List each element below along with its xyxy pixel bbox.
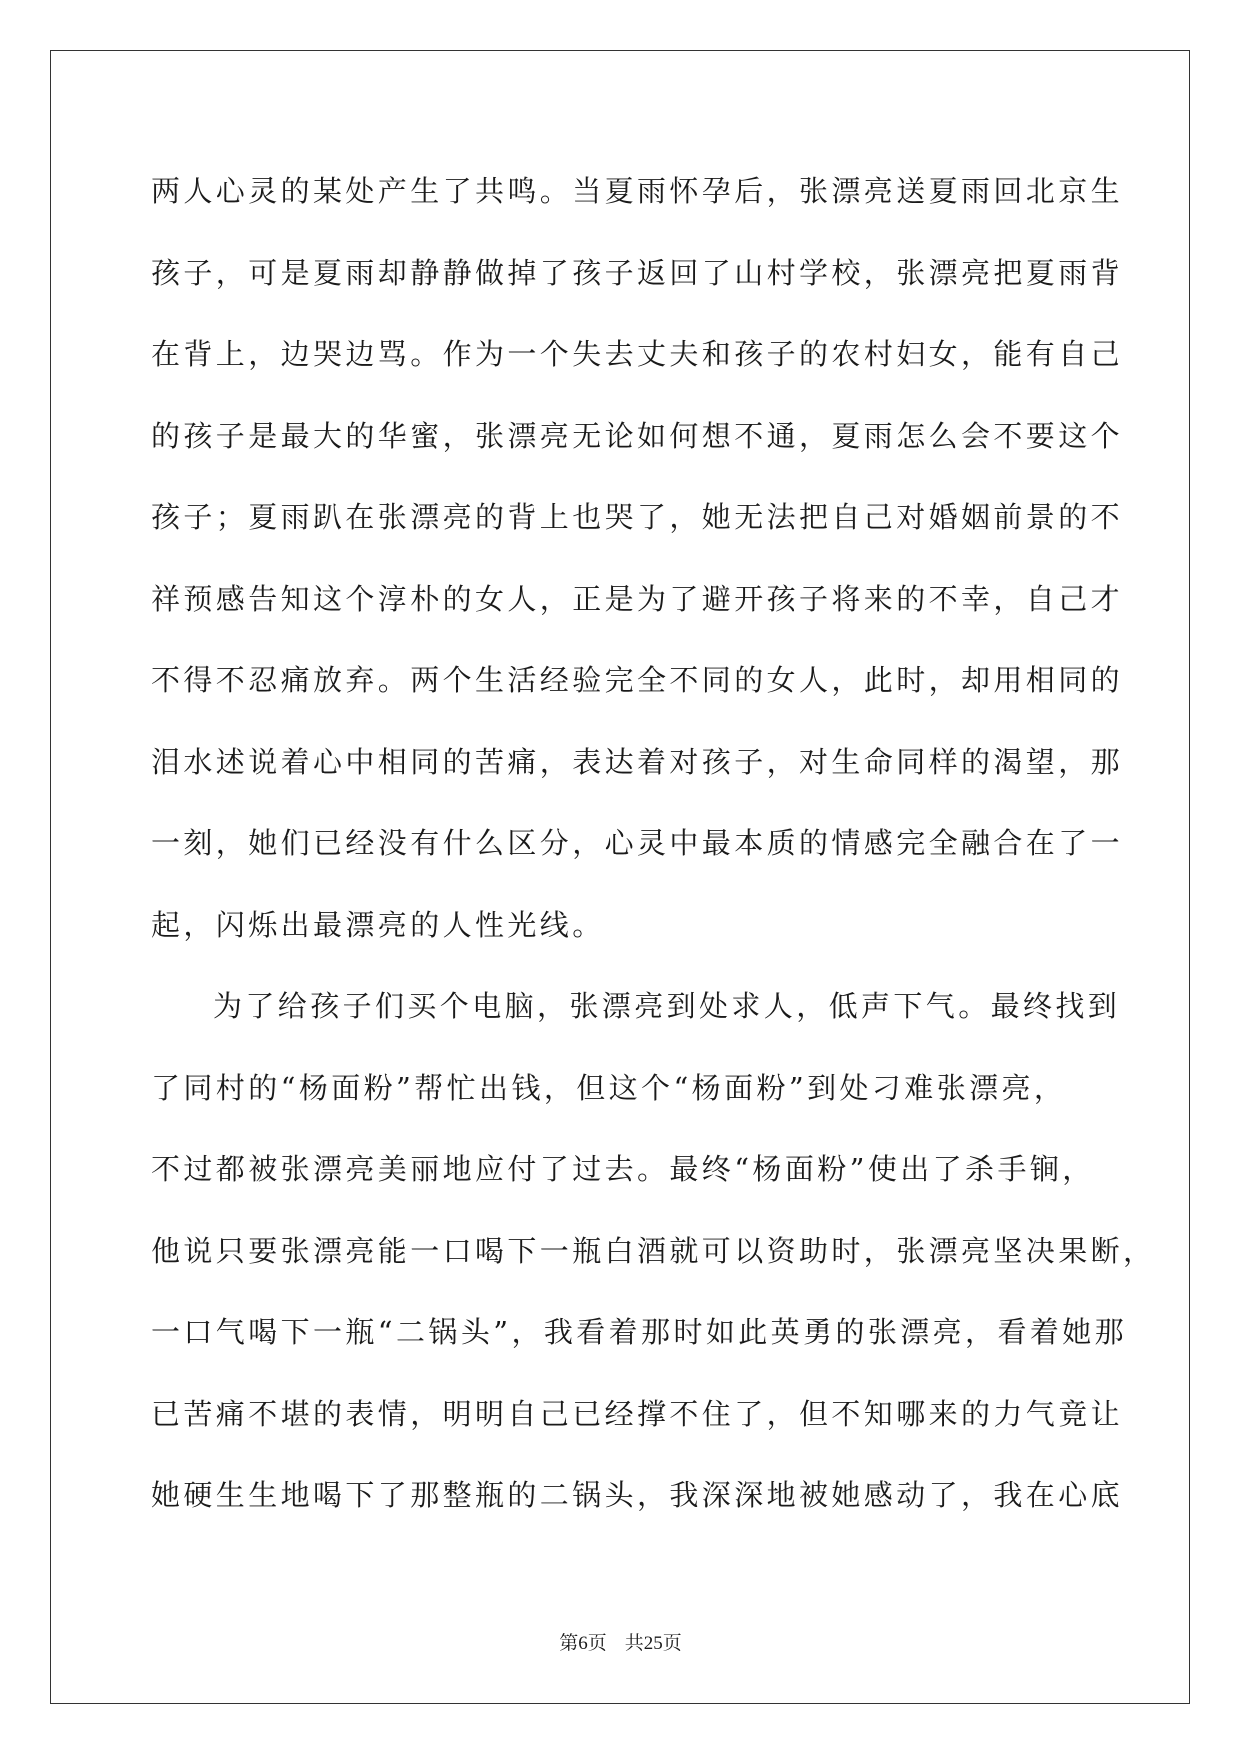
page-footer xyxy=(0,1628,1241,1655)
text-line: 她硬生生地喝下了那整瓶的二锅头，我深深地被她感动了，我在心底 xyxy=(151,1478,1124,1512)
text-line: 在背上，边哭边骂。作为一个失去丈夫和孩子的农村妇女，能有自己 xyxy=(151,337,1124,371)
text-line: 已苦痛不堪的表情，明明自己已经撑不住了，但不知哪来的力气竟让 xyxy=(151,1396,1124,1431)
text-line: 孩子，可是夏雨却静静做掉了孩子返回了山村学校，张漂亮把夏雨背 xyxy=(151,255,1124,290)
text-line: 的孩子是最大的华蜜，张漂亮无论如何想不通，夏雨怎么会不要这个 xyxy=(151,418,1124,453)
text-line: 了同村的“杨面粉”帮忙出钱，但这个“杨面粉”到处刁难张漂亮， xyxy=(151,1070,1067,1105)
text-line: 不过都被张漂亮美丽地应付了过去。最终“杨面粉”使出了杀手锏， xyxy=(151,1152,1095,1186)
text-line: 泪水述说着心中相同的苦痛，表达着对孩子，对生命同样的渴望，那 xyxy=(151,744,1124,779)
page-total: 共25页 xyxy=(624,1633,682,1654)
text-line: 他说只要张漂亮能一口喝下一瓶白酒就可以资助时，张漂亮坚决果断， xyxy=(151,1233,1156,1268)
text-line: 起，闪烁出最漂亮的人性光线。 xyxy=(151,907,605,942)
page-number: 第6页 xyxy=(559,1633,607,1654)
text-line: 孩子；夏雨趴在张漂亮的背上也哭了，她无法把自己对婚姻前景的不 xyxy=(151,500,1124,534)
text-line: 一刻，她们已经没有什么区分，心灵中最本质的情感完全融合在了一 xyxy=(151,826,1124,860)
text-line: 两人心灵的某处产生了共鸣。当夏雨怀孕后，张漂亮送夏雨回北京生 xyxy=(151,174,1124,208)
text-line: 不得不忍痛放弃。两个生活经验完全不同的女人，此时，却用相同的 xyxy=(151,663,1124,697)
text-line: 祥预感告知这个淳朴的女人，正是为了避开孩子将来的不幸，自己才 xyxy=(151,581,1124,616)
document-body xyxy=(151,165,1156,1551)
text-line-indented: 为了给孩子们买个电脑，张漂亮到处求人，低声下气。最终找到 xyxy=(213,989,1121,1023)
text-line: 一口气喝下一瓶“二锅头”，我看着那时如此英勇的张漂亮，看着她那 xyxy=(151,1315,1128,1349)
